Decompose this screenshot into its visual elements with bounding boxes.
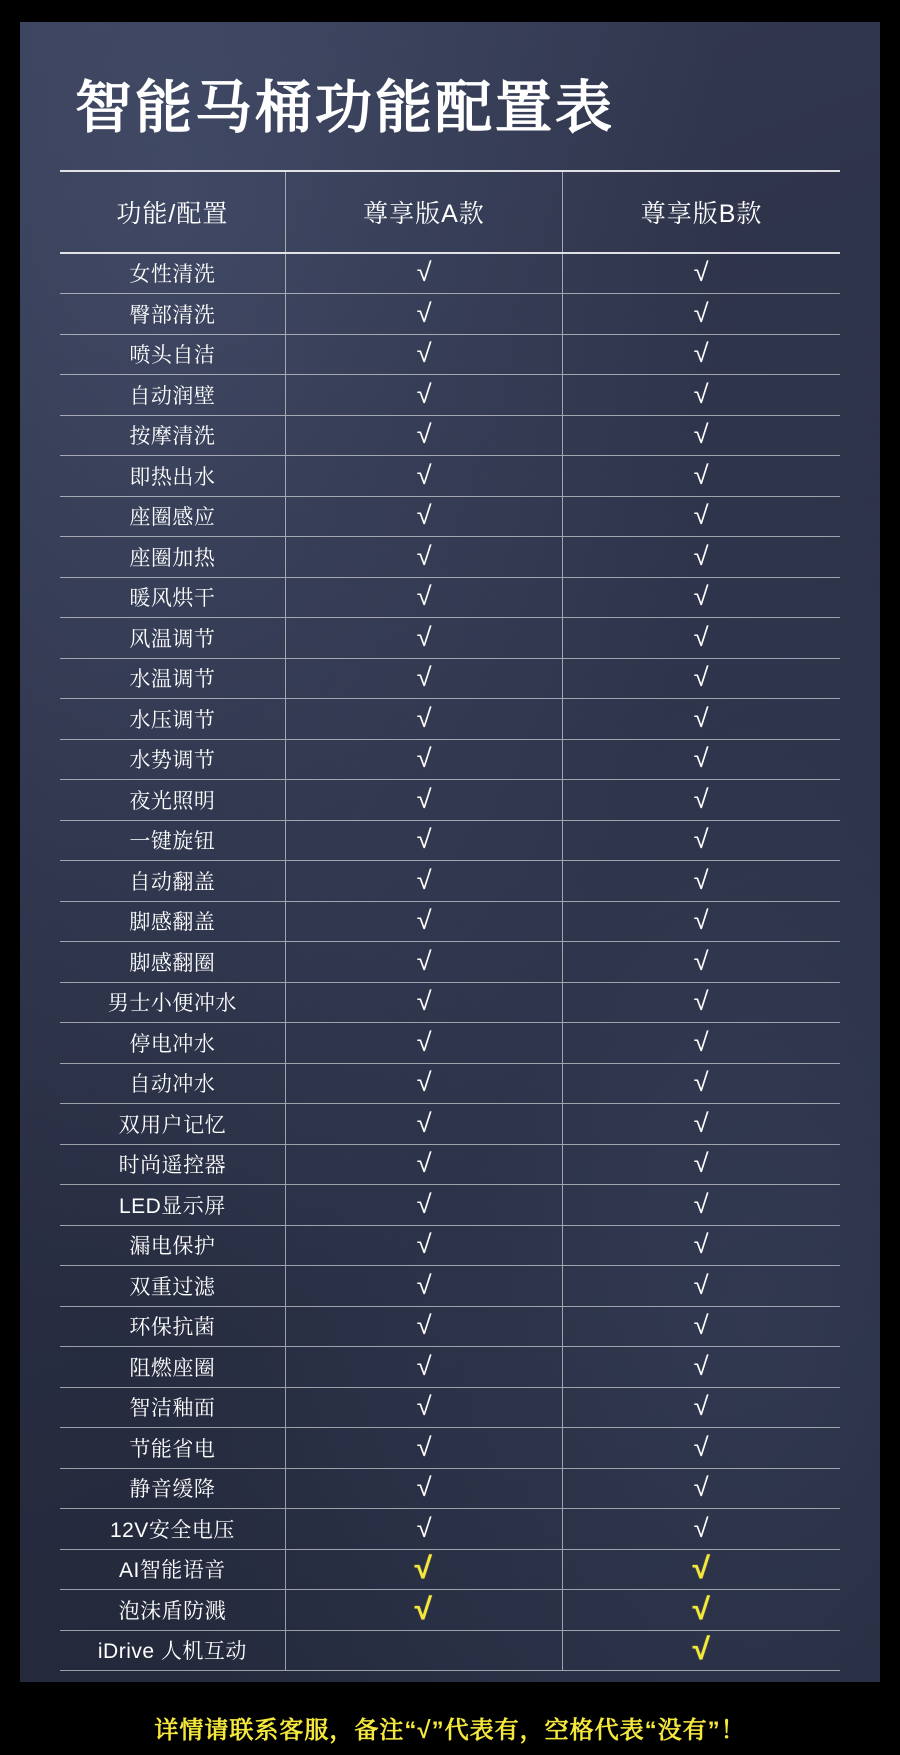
check-icon: √ [416, 1067, 432, 1098]
feature-label: 双重过滤 [60, 1266, 285, 1307]
table-row [60, 1509, 840, 1550]
cell-model-b [563, 1266, 840, 1307]
spec-panel [20, 22, 880, 1682]
table-row [60, 496, 840, 537]
cell-model-a [285, 780, 562, 821]
table-row [60, 1387, 840, 1428]
check-icon: √ [693, 1107, 710, 1138]
check-icon: √ [693, 540, 710, 571]
table-body [60, 253, 840, 1671]
feature-label: 阻燃座圈 [60, 1347, 285, 1388]
cell-model-a [285, 1347, 562, 1388]
feature-label: LED显示屏 [60, 1185, 285, 1226]
feature-label: AI智能语音 [60, 1549, 285, 1590]
cell-model-b [563, 537, 840, 578]
check-icon: √ [693, 621, 710, 652]
cell-model-b [563, 739, 840, 780]
check-icon: √ [416, 338, 432, 369]
cell-model-a [285, 1266, 562, 1307]
cell-model-b [563, 1590, 840, 1631]
cell-model-a [285, 699, 562, 740]
check-icon: √ [693, 419, 710, 450]
check-icon: √ [693, 743, 710, 774]
check-icon: √ [693, 986, 710, 1017]
check-icon: √ [416, 743, 432, 774]
check-icon: √ [693, 1026, 710, 1057]
cell-model-b [563, 1387, 840, 1428]
check-icon: √ [416, 540, 432, 571]
cell-model-a [285, 901, 562, 942]
table-row [60, 253, 840, 294]
table-head [60, 171, 840, 253]
table-row [60, 1306, 840, 1347]
cell-model-a [285, 537, 562, 578]
feature-label: 自动翻盖 [60, 861, 285, 902]
cell-model-a [285, 820, 562, 861]
check-icon: √ [693, 905, 710, 936]
feature-label: 停电冲水 [60, 1023, 285, 1064]
table-row [60, 456, 840, 497]
check-icon: √ [416, 783, 432, 814]
feature-label: 夜光照明 [60, 780, 285, 821]
feature-label: 女性清洗 [60, 253, 285, 294]
cell-model-b [563, 1185, 840, 1226]
check-icon: √ [416, 621, 432, 652]
cell-model-a [285, 739, 562, 780]
cell-model-b [563, 1225, 840, 1266]
cell-model-a [285, 1306, 562, 1347]
check-icon: √ [416, 1229, 432, 1260]
cell-model-b [563, 456, 840, 497]
cell-model-b [563, 1549, 840, 1590]
check-icon: √ [416, 1512, 432, 1543]
cell-model-b [563, 496, 840, 537]
cell-model-b [563, 982, 840, 1023]
check-icon: √ [693, 662, 710, 693]
check-icon: √ [693, 945, 710, 976]
table-row [60, 1468, 840, 1509]
table-row [60, 618, 840, 659]
feature-label: 静音缓降 [60, 1468, 285, 1509]
table-row [60, 1590, 840, 1631]
check-icon: √ [415, 1552, 433, 1586]
header-model-b: 尊享版B款 [563, 171, 840, 253]
table-row [60, 901, 840, 942]
cell-model-a [285, 1509, 562, 1550]
cell-model-a [285, 1225, 562, 1266]
cell-model-a [285, 294, 562, 335]
cell-model-b [563, 1144, 840, 1185]
header-feature: 功能/配置 [60, 171, 285, 253]
cell-model-b [563, 861, 840, 902]
table-row [60, 334, 840, 375]
cell-model-a [285, 1387, 562, 1428]
check-icon: √ [693, 1067, 710, 1098]
cell-model-a [285, 253, 562, 294]
feature-label: 自动润壁 [60, 375, 285, 416]
spec-table [60, 170, 840, 1672]
feature-label: 座圈加热 [60, 537, 285, 578]
check-icon: √ [416, 1431, 432, 1462]
feature-label: 脚感翻盖 [60, 901, 285, 942]
cell-model-a [285, 1104, 562, 1145]
cell-model-a [285, 942, 562, 983]
feature-label: 泡沫盾防溅 [60, 1590, 285, 1631]
feature-label: 自动冲水 [60, 1063, 285, 1104]
check-icon: √ [416, 864, 432, 895]
cell-model-b [563, 1468, 840, 1509]
check-icon: √ [416, 986, 432, 1017]
check-icon: √ [416, 662, 432, 693]
feature-label: 臀部清洗 [60, 294, 285, 335]
table-row [60, 577, 840, 618]
feature-label: 12V安全电压 [60, 1509, 285, 1550]
table-row [60, 1225, 840, 1266]
cell-model-b [563, 1509, 840, 1550]
table-row [60, 739, 840, 780]
cell-model-b [563, 1428, 840, 1469]
cell-model-a [285, 861, 562, 902]
cell-model-b [563, 1306, 840, 1347]
table-row [60, 1023, 840, 1064]
table-row [60, 942, 840, 983]
check-icon: √ [693, 1431, 710, 1462]
table-row [60, 1185, 840, 1226]
check-icon: √ [692, 1592, 711, 1626]
cell-model-b [563, 415, 840, 456]
check-icon: √ [416, 824, 432, 855]
table-row [60, 537, 840, 578]
cell-model-b [563, 820, 840, 861]
check-icon: √ [416, 581, 432, 612]
table-row [60, 658, 840, 699]
table-row [60, 415, 840, 456]
check-icon: √ [693, 500, 710, 531]
check-icon: √ [692, 1552, 711, 1586]
feature-label: 一键旋钮 [60, 820, 285, 861]
feature-label: 男士小便冲水 [60, 982, 285, 1023]
table-row [60, 375, 840, 416]
feature-label: 座圈感应 [60, 496, 285, 537]
cell-model-b [563, 658, 840, 699]
cell-model-a [285, 456, 562, 497]
cell-model-b [563, 375, 840, 416]
table-row [60, 1104, 840, 1145]
cell-model-b [563, 901, 840, 942]
cell-model-b [563, 618, 840, 659]
check-icon: √ [416, 297, 432, 328]
cell-model-b [563, 294, 840, 335]
table-row [60, 861, 840, 902]
check-icon: √ [693, 297, 710, 328]
cell-model-a [285, 496, 562, 537]
cell-model-b [563, 577, 840, 618]
check-icon: √ [416, 419, 432, 450]
check-icon: √ [416, 1350, 432, 1381]
table-row [60, 1144, 840, 1185]
check-icon: √ [416, 378, 432, 409]
footnote: 详情请联系客服，备注“√”代表有，空格代表“没有”！ [154, 1717, 746, 1744]
cell-model-a [285, 1023, 562, 1064]
check-icon: √ [416, 257, 432, 288]
check-icon: √ [693, 864, 710, 895]
table-row [60, 1428, 840, 1469]
table-row [60, 820, 840, 861]
check-icon: √ [693, 1472, 710, 1503]
check-icon: √ [416, 1269, 432, 1300]
header-row [60, 171, 840, 253]
check-icon: √ [415, 1592, 433, 1626]
table-row [60, 1347, 840, 1388]
cell-model-a [285, 1468, 562, 1509]
cell-model-a [285, 1063, 562, 1104]
check-icon: √ [693, 1269, 710, 1300]
cell-model-a [285, 1428, 562, 1469]
cell-model-b [563, 1023, 840, 1064]
feature-label: 脚感翻圈 [60, 942, 285, 983]
check-icon: √ [416, 1310, 432, 1341]
check-icon: √ [416, 945, 432, 976]
feature-label: 水压调节 [60, 699, 285, 740]
check-icon: √ [693, 338, 710, 369]
cell-model-a [285, 577, 562, 618]
check-icon: √ [693, 1391, 710, 1422]
feature-label: 节能省电 [60, 1428, 285, 1469]
feature-label: 环保抗菌 [60, 1306, 285, 1347]
cell-model-a [285, 375, 562, 416]
check-icon: √ [416, 702, 432, 733]
check-icon: √ [693, 1310, 710, 1341]
cell-model-a [285, 982, 562, 1023]
check-icon: √ [693, 783, 710, 814]
check-icon: √ [693, 702, 710, 733]
check-icon: √ [693, 378, 710, 409]
cell-model-a [285, 415, 562, 456]
feature-label: 智洁釉面 [60, 1387, 285, 1428]
check-icon: √ [693, 459, 710, 490]
check-icon: √ [416, 1472, 432, 1503]
cell-model-a [285, 1144, 562, 1185]
feature-label: 按摩清洗 [60, 415, 285, 456]
check-icon: √ [416, 1188, 432, 1219]
cell-model-b [563, 1347, 840, 1388]
check-icon: √ [693, 1188, 710, 1219]
feature-label: 时尚遥控器 [60, 1144, 285, 1185]
cell-model-b [563, 780, 840, 821]
check-icon: √ [416, 1148, 432, 1179]
feature-label: 喷头自洁 [60, 334, 285, 375]
cell-model-a [285, 1549, 562, 1590]
table-row [60, 1549, 840, 1590]
cell-model-b [563, 1063, 840, 1104]
feature-label: 水温调节 [60, 658, 285, 699]
table-row [60, 1266, 840, 1307]
check-icon: √ [693, 1350, 710, 1381]
check-icon: √ [416, 500, 432, 531]
table-row [60, 1063, 840, 1104]
cell-model-b [563, 699, 840, 740]
feature-label: 风温调节 [60, 618, 285, 659]
feature-label: 水势调节 [60, 739, 285, 780]
cell-model-b [563, 253, 840, 294]
table-row [60, 699, 840, 740]
cell-model-b [563, 1630, 840, 1671]
table-row [60, 1630, 840, 1671]
cell-model-a [285, 1185, 562, 1226]
table-row [60, 780, 840, 821]
header-model-a: 尊享版A款 [285, 171, 562, 253]
check-icon: √ [416, 459, 432, 490]
check-icon: √ [416, 905, 432, 936]
check-icon: √ [693, 824, 710, 855]
feature-label: iDrive 人机互动 [60, 1630, 285, 1671]
cell-model-b [563, 334, 840, 375]
page-title: 智能马桶功能配置表 [75, 76, 615, 140]
check-icon: √ [693, 257, 710, 288]
check-icon: √ [692, 1633, 711, 1667]
table-row [60, 294, 840, 335]
check-icon: √ [416, 1391, 432, 1422]
check-icon: √ [693, 1148, 710, 1179]
table-row [60, 982, 840, 1023]
cell-model-b [563, 1104, 840, 1145]
cell-model-a [285, 1590, 562, 1631]
feature-label: 即热出水 [60, 456, 285, 497]
cell-model-b [563, 942, 840, 983]
cell-model-a [285, 334, 562, 375]
feature-label: 漏电保护 [60, 1225, 285, 1266]
check-icon: √ [416, 1026, 432, 1057]
check-icon: √ [693, 581, 710, 612]
check-icon: √ [416, 1107, 432, 1138]
check-icon: √ [693, 1512, 710, 1543]
check-icon: √ [693, 1229, 710, 1260]
cell-model-a [285, 658, 562, 699]
feature-label: 暖风烘干 [60, 577, 285, 618]
cell-model-a [285, 1630, 562, 1671]
feature-label: 双用户记忆 [60, 1104, 285, 1145]
cell-model-a [285, 618, 562, 659]
